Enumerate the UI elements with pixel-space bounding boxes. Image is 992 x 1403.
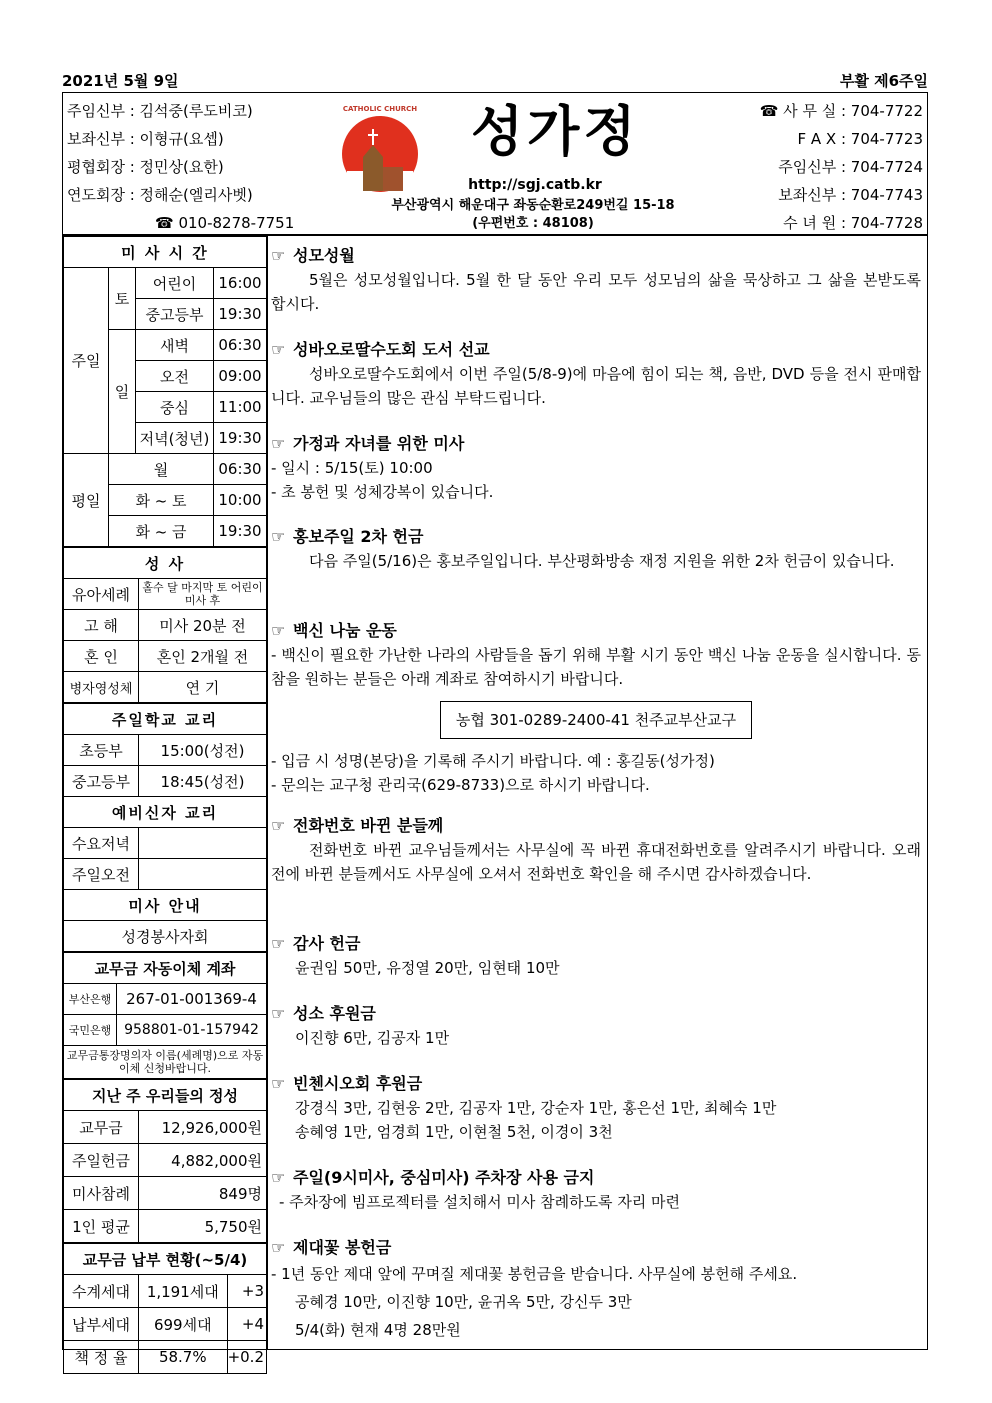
notice-text: 공혜경 10만, 이진향 10만, 윤귀옥 5만, 강신두 3만 xyxy=(295,1293,632,1311)
guide-title: 미사 안내 xyxy=(64,890,267,921)
notice-text: - 주차장에 빔프로젝터를 설치해서 미사 참례하도록 자리 마련 xyxy=(279,1193,681,1211)
notice-text: 윤권임 50만, 유정열 20만, 임현태 10만 xyxy=(295,959,560,977)
pointing-hand-icon: ☞ xyxy=(271,434,286,453)
sacrament-name: 혼 인 xyxy=(64,641,139,672)
sacrament-time: 혼인 2개월 전 xyxy=(139,641,267,672)
notice-text: 성바오로딸수도회에서 이번 주일(5/8-9)에 마음에 힘이 되는 책, 음반, DVD 등을 전시 판매합니다. 교우님들의 많은 관심 부탁드립니다. xyxy=(271,365,921,407)
header-box xyxy=(62,92,928,235)
mass-time: 06:30 xyxy=(214,454,267,485)
sacrament-time: 연 기 xyxy=(139,672,267,703)
mass-time-title: 미 사 시 간 xyxy=(64,237,267,268)
notice-item xyxy=(271,1002,921,1072)
contact-list xyxy=(760,97,923,237)
offering-label: 교무금 xyxy=(64,1111,139,1144)
website-url[interactable]: http://sgj.catb.kr xyxy=(468,177,602,193)
sacrament-name: 유아세례 xyxy=(64,579,139,610)
notice-text: - 입금 시 성명(본당)을 기록해 주시기 바랍니다. 예 : 홍길동(성가정) xyxy=(271,752,715,770)
transfer-note: 교무금통장명의자 이름(세례명)으로 자동이체 신청바랍니다. xyxy=(64,1046,267,1079)
transfer-table xyxy=(63,952,267,1079)
notice-title: 홍보주일 2차 헌금 xyxy=(293,527,424,546)
main-box xyxy=(62,235,928,1367)
pointing-hand-icon: ☞ xyxy=(271,527,286,546)
tithe-value: 699세대 xyxy=(139,1308,228,1341)
offering-value: 849명 xyxy=(139,1177,267,1210)
mass-time: 19:30 xyxy=(214,516,267,547)
catechumen-value xyxy=(139,828,267,859)
bank-account: 958801-01-157942 xyxy=(117,1015,267,1046)
notice-title: 성바오로딸수도회 도서 선교 xyxy=(293,340,490,359)
church-logo-icon xyxy=(325,99,435,209)
sacrament-name: 병자영성체 xyxy=(64,672,139,703)
pastor-phone: 주임신부 : 704-7724 xyxy=(778,158,923,176)
svg-text:CATHOLIC CHURCH: CATHOLIC CHURCH xyxy=(342,105,418,113)
school-group: 중고등부 xyxy=(64,766,139,797)
staff-list xyxy=(67,97,294,237)
mass-time: 09:00 xyxy=(214,361,267,392)
mass-name: 중고등부 xyxy=(136,299,214,330)
school-group: 초등부 xyxy=(64,735,139,766)
notice-list xyxy=(271,244,921,1344)
tithe-table xyxy=(63,1243,267,1374)
catechumen-value xyxy=(139,859,267,890)
liturgical-week: 부활 제6주일 xyxy=(839,72,928,90)
notice-title: 성모성월 xyxy=(293,246,355,265)
tithe-change: +3 xyxy=(227,1275,266,1308)
mass-time: 11:00 xyxy=(214,392,267,423)
tithe-value: 1,191세대 xyxy=(139,1275,228,1308)
sunday-day-label: 일 xyxy=(109,330,136,454)
mass-time: 06:30 xyxy=(214,330,267,361)
parish-title: 성가정 xyxy=(471,100,640,163)
pointing-hand-icon: ☞ xyxy=(271,934,286,953)
catechumen-slot: 수요저녁 xyxy=(64,828,139,859)
school-title: 주일학교 교리 xyxy=(64,704,267,735)
catechumen-slot: 주일오전 xyxy=(64,859,139,890)
school-table xyxy=(63,703,267,952)
notice-text: 다음 주일(5/16)은 홍보주일입니다. 부산평화방송 재정 지원을 위한 2차 헌금이 있습니다. xyxy=(309,552,895,570)
notice-title: 감사 헌금 xyxy=(293,934,361,953)
sacrament-name: 고 해 xyxy=(64,610,139,641)
notice-text: - 초 봉헌 및 성체강복이 있습니다. xyxy=(271,483,494,501)
mass-name: 월 xyxy=(109,454,214,485)
offering-value: 5,750원 xyxy=(139,1210,267,1243)
notice-title: 제대꽃 봉헌금 xyxy=(293,1238,392,1257)
sacrament-title: 성 사 xyxy=(64,548,267,579)
bank-name: 부산은행 xyxy=(64,984,117,1015)
notice-item xyxy=(271,932,921,1002)
offering-value: 12,926,000원 xyxy=(139,1111,267,1144)
pointing-hand-icon: ☞ xyxy=(271,1168,286,1187)
fax-number: F A X : 704-7723 xyxy=(797,130,923,148)
address-block xyxy=(333,197,733,233)
notice-item xyxy=(271,814,921,932)
notice-item xyxy=(271,244,921,338)
prayer-line: 연도회장 : 정해순(엘리사벳) xyxy=(67,186,253,204)
tithe-label: 책 정 율 xyxy=(64,1341,139,1374)
mass-name: 화 ~ 금 xyxy=(109,516,214,547)
pointing-hand-icon: ☞ xyxy=(271,1074,286,1093)
offering-title: 지난 주 우리들의 정성 xyxy=(64,1080,267,1111)
tithe-label: 납부세대 xyxy=(64,1308,139,1341)
notice-title: 백신 나눔 운동 xyxy=(293,621,397,640)
notice-text: 송혜영 1만, 엄경희 1만, 이현철 5천, 이경이 3천 xyxy=(295,1123,613,1141)
notice-item xyxy=(271,525,921,619)
sacrament-time: 홀수 달 마지막 토 어린이 미사 후 xyxy=(139,579,267,610)
assistant-line: 보좌신부 : 이형규(요셉) xyxy=(67,130,224,148)
notice-title: 주일(9시미사, 중심미사) 주차장 사용 금지 xyxy=(293,1168,595,1187)
notice-text: 5월은 성모성월입니다. 5월 한 달 동안 우리 모두 성모님의 삶을 묵상하고 그 삶을 본받도록 합시다. xyxy=(271,271,921,313)
bank-name: 국민은행 xyxy=(64,1015,117,1046)
weekday-label: 평일 xyxy=(64,454,109,547)
sacrament-table xyxy=(63,547,267,703)
notice-item xyxy=(271,1166,921,1236)
bank-account: 267-01-001369-4 xyxy=(117,984,267,1015)
tithe-value: 58.7% xyxy=(139,1341,228,1374)
notice-item xyxy=(271,1236,921,1344)
tithe-label: 수계세대 xyxy=(64,1275,139,1308)
mass-name: 중심 xyxy=(136,392,214,423)
phone-line: ☎ 010-8278-7751 xyxy=(155,214,295,232)
notice-title: 빈첸시오회 후원금 xyxy=(293,1074,423,1093)
postal-code: (우편번호 : 48108) xyxy=(472,216,594,231)
pointing-hand-icon: ☞ xyxy=(271,621,286,640)
pastor-line: 주임신부 : 김석중(루도비코) xyxy=(67,102,253,120)
donation-account-box: 농협 301-0289-2400-41 천주교부산교구 xyxy=(440,701,752,739)
notice-title: 가정과 자녀를 위한 미사 xyxy=(293,434,465,453)
notice-text: 5/4(화) 현재 4명 28만원 xyxy=(295,1321,461,1339)
school-time: 18:45(성전) xyxy=(139,766,267,797)
transfer-title: 교무금 자동이체 계좌 xyxy=(64,953,267,984)
mass-name: 새벽 xyxy=(136,330,214,361)
tithe-title: 교무금 납부 현황(~5/4) xyxy=(64,1244,267,1275)
pointing-hand-icon: ☞ xyxy=(271,1238,286,1257)
assistant-phone: 보좌신부 : 704-7743 xyxy=(778,186,923,204)
catechumen-title: 예비신자 교리 xyxy=(64,797,267,828)
pointing-hand-icon: ☞ xyxy=(271,1004,286,1023)
pointing-hand-icon: ☞ xyxy=(271,816,286,835)
offering-value: 4,882,000원 xyxy=(139,1144,267,1177)
mass-time: 10:00 xyxy=(214,485,267,516)
guide-value: 성경봉사자회 xyxy=(64,921,267,952)
pointing-hand-icon: ☞ xyxy=(271,340,286,359)
office-phone: ☎ 사 무 실 : 704-7722 xyxy=(759,102,923,120)
mass-time: 16:00 xyxy=(214,268,267,299)
mass-name: 저녁(청년) xyxy=(136,423,214,454)
notice-text: - 일시 : 5/15(토) 10:00 xyxy=(271,459,433,477)
offering-label: 주일헌금 xyxy=(64,1144,139,1177)
notice-text: - 문의는 교구청 관리국(629-8733)으로 하시기 바랍니다. xyxy=(271,776,650,794)
notice-text: - 백신이 필요한 가난한 나라의 사람들을 돕기 위해 부활 시기 동안 백신 나눔 운동을 실시합니다. 동참을 원하는 분들은 아래 계좌로 참여하시기 바랍니다. xyxy=(271,646,921,688)
notice-text: 이진향 6만, 김공자 1만 xyxy=(295,1029,450,1047)
sacrament-time: 미사 20분 전 xyxy=(139,610,267,641)
notice-item xyxy=(271,619,921,814)
sunday-label: 주일 xyxy=(64,268,109,454)
offering-label: 1인 평균 xyxy=(64,1210,139,1243)
offering-label: 미사참례 xyxy=(64,1177,139,1210)
mass-name: 화 ~ 토 xyxy=(109,485,214,516)
saturday-label: 토 xyxy=(109,268,136,330)
notice-item xyxy=(271,338,921,432)
tithe-change: +0.2 xyxy=(227,1341,266,1374)
convent-phone: 수 녀 원 : 704-7728 xyxy=(783,214,923,232)
pointing-hand-icon: ☞ xyxy=(271,246,286,265)
mass-time-table xyxy=(63,236,267,547)
mass-time: 19:30 xyxy=(214,299,267,330)
tithe-change: +4 xyxy=(227,1308,266,1341)
notice-item xyxy=(271,1072,921,1166)
offering-table xyxy=(63,1079,267,1243)
mass-name: 오전 xyxy=(136,361,214,392)
bulletin-date: 2021년 5월 9일 xyxy=(62,72,179,90)
address: 부산광역시 해운대구 좌동순환로249번길 15-18 xyxy=(391,198,675,213)
notice-title: 성소 후원금 xyxy=(293,1004,376,1023)
sidebar xyxy=(63,236,268,1367)
notice-text: - 1년 동안 제대 앞에 꾸며질 제대꽃 봉헌금을 받습니다. 사무실에 봉헌해 주세요. xyxy=(271,1265,798,1283)
school-time: 15:00(성전) xyxy=(139,735,267,766)
mass-time: 19:30 xyxy=(214,423,267,454)
notice-text: 강경식 3만, 김현웅 2만, 김공자 1만, 강순자 1만, 홍은선 1만, 최혜숙 1만 xyxy=(295,1099,777,1117)
notice-title: 전화번호 바뀐 분들께 xyxy=(293,816,444,835)
notice-item xyxy=(271,432,921,525)
mass-name: 어린이 xyxy=(136,268,214,299)
council-line: 평협회장 : 정민상(요한) xyxy=(67,158,224,176)
notice-text: 전화번호 바뀐 교우님들께서는 사무실에 꼭 바뀐 휴대전화번호를 알려주시기 바랍니다. 오래 전에 바뀐 분들께서도 사무실에 오셔서 전화번호 확인을 해 주시면 감사하겠습니다. xyxy=(271,841,921,883)
